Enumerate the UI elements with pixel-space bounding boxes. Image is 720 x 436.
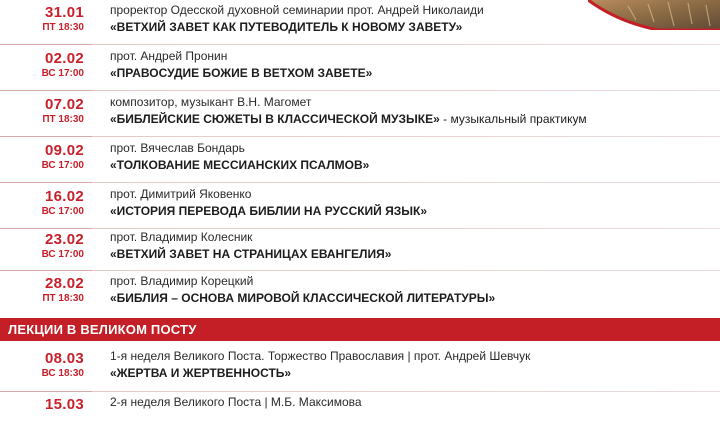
event-topic	[110, 204, 710, 219]
event-date: 02.02	[44, 50, 84, 67]
event-row	[0, 138, 720, 182]
event-note: - музыкальный практикум	[439, 112, 587, 126]
event-row	[0, 346, 720, 390]
event-datetime	[2, 346, 98, 390]
event-datetime	[2, 138, 98, 182]
event-day-time: ПТ 18:30	[42, 293, 84, 304]
event-title: «ЖЕРТВА И ЖЕРТВЕННОСТЬ»	[110, 366, 292, 380]
event-topic	[110, 66, 710, 81]
event-date: 09.02	[44, 142, 84, 159]
event-date: 31.01	[44, 4, 84, 21]
event-title: «БИБЛЕЙСКИЕ СЮЖЕТЫ В КЛАССИЧЕСКОЙ МУЗЫКЕ»	[110, 112, 440, 126]
event-datetime	[2, 46, 98, 90]
event-date: 07.02	[44, 96, 84, 113]
section-header-lent	[0, 318, 720, 341]
row-divider	[0, 44, 720, 45]
event-row	[0, 46, 720, 90]
event-day-time: ПТ 18:30	[42, 114, 84, 125]
row-divider	[0, 136, 720, 137]
event-day-time: ВС 17:00	[41, 160, 84, 171]
event-speaker: прот. Вячеслав Бондарь	[110, 141, 245, 155]
event-day-time: ВС 17:00	[41, 206, 84, 217]
event-row	[0, 92, 720, 136]
event-speaker: композитор, музыкант В.Н. Магомет	[110, 95, 312, 109]
event-row	[0, 0, 720, 44]
event-datetime	[2, 227, 98, 271]
event-date: 23.02	[44, 231, 84, 248]
event-row	[0, 184, 720, 228]
event-date: 15.03	[44, 396, 84, 413]
event-topic	[110, 291, 710, 306]
event-row	[0, 227, 720, 271]
event-day-time: ВС 18:30	[41, 368, 84, 379]
event-datetime	[2, 392, 98, 436]
event-speaker: прот. Димитрий Яковенко	[110, 187, 252, 201]
event-datetime	[2, 0, 98, 44]
event-date: 28.02	[44, 275, 84, 292]
event-topic	[110, 366, 710, 381]
event-row	[0, 392, 720, 436]
event-speaker: прот. Владимир Колесник	[110, 230, 253, 244]
event-topic	[110, 112, 710, 127]
event-day-time: ВС 17:00	[41, 249, 84, 260]
event-datetime	[2, 92, 98, 136]
event-title: «ТОЛКОВАНИЕ МЕССИАНСКИХ ПСАЛМОВ»	[110, 158, 370, 172]
event-title: «БИБЛИЯ – ОСНОВА МИРОВОЙ КЛАССИЧЕСКОЙ ЛИТЕРАТУРЫ»	[110, 291, 496, 305]
event-title: «ПРАВОСУДИЕ БОЖИЕ В ВЕТХОМ ЗАВЕТЕ»	[110, 66, 373, 80]
event-date: 08.03	[44, 350, 84, 367]
event-topic	[110, 158, 710, 173]
event-speaker: прот. Андрей Пронин	[110, 49, 228, 63]
event-day-time: ВС 17:00	[41, 68, 84, 79]
event-topic	[110, 247, 710, 262]
row-divider	[0, 182, 720, 183]
event-speaker: проректор Одесской духовной семинарии прот. Андрей Николаиди	[110, 3, 484, 17]
event-datetime	[2, 184, 98, 228]
event-title: «ВЕТХИЙ ЗАВЕТ КАК ПУТЕВОДИТЕЛЬ К НОВОМУ ЗАВЕТУ»	[110, 20, 463, 34]
event-topic	[110, 20, 710, 35]
section-title: ЛЕКЦИИ В ВЕЛИКОМ ПОСТУ	[8, 322, 197, 337]
event-datetime	[2, 271, 98, 315]
row-divider	[0, 90, 720, 91]
event-row	[0, 271, 720, 315]
event-title: «ИСТОРИЯ ПЕРЕВОДА БИБЛИИ НА РУССКИЙ ЯЗЫК»	[110, 204, 428, 218]
event-speaker: 1-я неделя Великого Поста. Торжество Православия | прот. Андрей Шевчук	[110, 349, 531, 363]
event-day-time: ПТ 18:30	[42, 22, 84, 33]
event-speaker: 2-я неделя Великого Поста | М.Б. Максимова	[110, 395, 362, 409]
event-speaker: прот. Владимир Корецкий	[110, 274, 254, 288]
event-date: 16.02	[44, 188, 84, 205]
event-title: «ВЕТХИЙ ЗАВЕТ НА СТРАНИЦАХ ЕВАНГЕЛИЯ»	[110, 247, 392, 261]
